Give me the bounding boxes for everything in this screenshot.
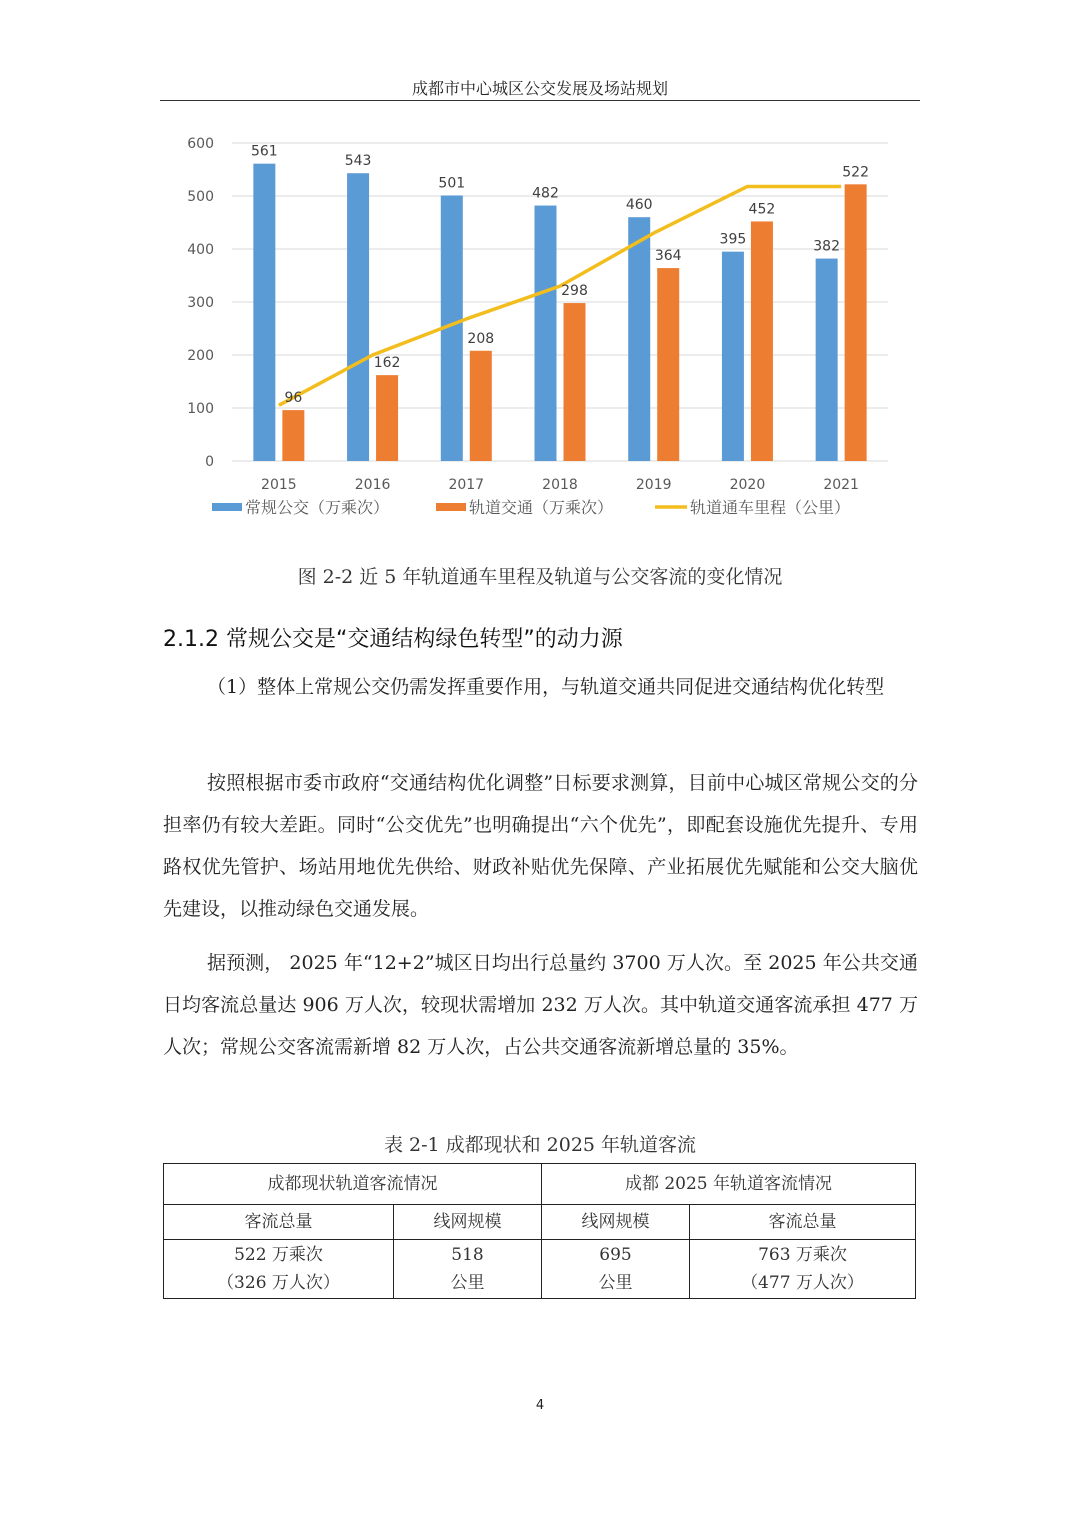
y-tick-label: 400 <box>187 242 214 258</box>
data-label: 162 <box>373 355 401 372</box>
table-group-row <box>164 1164 916 1205</box>
data-label: 543 <box>344 153 372 170</box>
bar <box>845 184 867 461</box>
y-tick-label: 300 <box>187 295 214 311</box>
bar <box>470 351 492 461</box>
passenger-flow-chart <box>160 120 920 530</box>
bar <box>751 221 773 461</box>
legend-swatch <box>212 503 242 511</box>
header-cell: 线网规模 <box>394 1205 542 1240</box>
data-label: 364 <box>654 248 682 265</box>
section-title: 2.1.2 常规公交是“交通结构绿色转型”的动力源 <box>163 627 623 652</box>
bar <box>376 375 398 461</box>
data-label: 382 <box>813 238 841 255</box>
bar <box>722 252 744 461</box>
y-tick-label: 200 <box>187 348 214 364</box>
data-label: 561 <box>250 143 278 160</box>
group-2025: 成都 2025 年轨道客流情况 <box>542 1164 916 1205</box>
table-cell: 518 公里 <box>394 1240 542 1299</box>
bar <box>347 173 369 461</box>
rail-flow-table <box>163 1163 916 1299</box>
x-tick-label: 2016 <box>354 477 391 493</box>
header-rule <box>160 100 920 101</box>
bar <box>816 259 838 461</box>
legend-label: 常规公交（万乘次） <box>245 498 390 517</box>
y-tick-label: 600 <box>187 136 214 152</box>
table-cell: 763 万乘次 （477 万人次） <box>690 1240 916 1299</box>
bar <box>253 164 275 461</box>
y-tick-label: 500 <box>187 189 214 205</box>
header-cell: 客流总量 <box>690 1205 916 1240</box>
legend-label: 轨道交通（万乘次） <box>469 498 614 517</box>
table-cell: 522 万乘次 （326 万人次） <box>164 1240 394 1299</box>
legend-label: 轨道通车里程（公里） <box>690 498 851 517</box>
page-number: 4 <box>535 1398 545 1413</box>
data-label: 522 <box>842 164 870 181</box>
x-tick-label: 2021 <box>823 477 859 493</box>
paragraph-2: 按照根据市委市政府“交通结构优化调整”日标要求测算，目前中心城区常规公交的分担率仍有较大差距。同时“公交优先”也明确提出“六个优先”，即配套设施优先提升、专用路权优先管护、场站用地优先供给、财政补贴优先保障、产业拓展优先赋能和公交大脑优先建设，以推动绿色交通发展。 <box>163 772 918 920</box>
data-label: 208 <box>467 330 495 347</box>
y-tick-label: 0 <box>205 454 214 470</box>
bar <box>282 410 304 461</box>
data-label: 460 <box>625 197 653 214</box>
group-current: 成都现状轨道客流情况 <box>164 1164 542 1205</box>
table-header-row <box>164 1205 916 1240</box>
x-tick-label: 2015 <box>261 477 297 493</box>
x-tick-label: 2020 <box>729 477 766 493</box>
legend-swatch <box>436 503 466 511</box>
x-tick-label: 2017 <box>448 477 485 493</box>
x-tick-label: 2018 <box>542 477 578 493</box>
header-cell: 线网规模 <box>542 1205 690 1240</box>
data-label: 395 <box>719 231 747 248</box>
data-label: 501 <box>438 175 466 192</box>
data-label: 298 <box>561 283 588 300</box>
data-label: 482 <box>532 185 559 202</box>
table-row <box>164 1240 916 1299</box>
figure-caption: 图 2-2 近 5 年轨道通车里程及轨道与公交客流的变化情况 <box>297 566 783 588</box>
bar <box>564 303 586 461</box>
header-cell: 客流总量 <box>164 1205 394 1240</box>
x-tick-label: 2019 <box>635 477 672 493</box>
bar <box>628 217 650 461</box>
paragraph-1: （1）整体上常规公交仍需发挥重要作用，与轨道交通共同促进交通结构优化转型 <box>207 676 885 698</box>
running-header: 成都市中心城区公交发展及场站规划 <box>411 79 668 98</box>
y-tick-label: 100 <box>187 401 214 417</box>
table-cell: 695 公里 <box>542 1240 690 1299</box>
table-caption: 表 2-1 成都现状和 2025 年轨道客流 <box>383 1134 697 1156</box>
data-label: 96 <box>284 390 303 407</box>
data-label: 452 <box>748 201 776 218</box>
paragraph-3: 据预测， 2025 年“12+2”城区日均出行总量约 3700 万人次。至 2025 年公共交通日均客流总量达 906 万人次，较现状需增加 232 万人次。其中轨道交通客流承担 477 万人次；常规公交客流需新增 82 万人次，占公共交通客流新增总量的 35%。 <box>163 952 918 1058</box>
bar <box>535 206 557 461</box>
bar <box>657 268 679 461</box>
